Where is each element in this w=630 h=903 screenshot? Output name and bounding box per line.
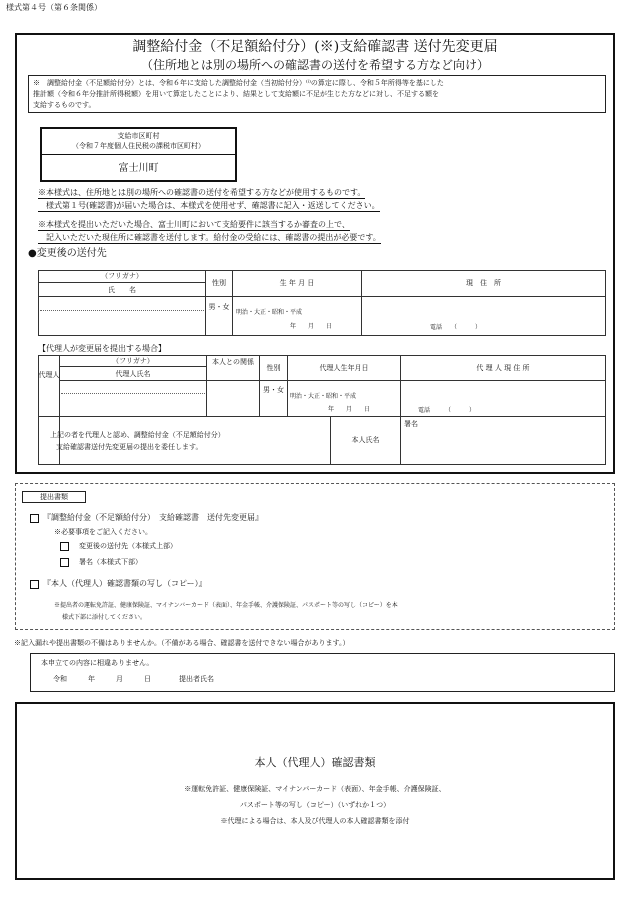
- id-box-line-2: パスポート等の写し（コピー）（いずれか１つ）: [239, 801, 391, 809]
- notice-2: 様式第１号(確認書)が届いた場合は、本様式を使用せず、確認書に記入・返送してください。: [38, 201, 380, 210]
- destination-table: [38, 270, 606, 336]
- section-destination: ●変更後の送付先: [28, 248, 107, 259]
- form-subtitle: （住所地とは別の場所への確認書の送付を希望する方など向け）: [140, 58, 489, 72]
- confirm-line-1: 本申立ての内容に相違ありません。: [41, 659, 154, 667]
- notice-3: ※本様式を提出いただいた場合、富士川町において支給要件に該当するか審査の上で、: [38, 220, 350, 229]
- dest-gender-options: 男・女: [208, 303, 230, 311]
- sub1-checkbox[interactable]: [60, 542, 69, 551]
- note-box: [28, 75, 606, 113]
- notice-4: 記入いただいた現住所に確認書を送付します。給付金の受給には、確認書の提出が必要です。: [38, 233, 381, 242]
- confirmation-box: [30, 653, 615, 692]
- item1-label: 『調整給付金（不足額給付分） 支給確認書 送付先変更届』: [43, 513, 263, 522]
- municipality-name: 富士川町: [118, 163, 159, 174]
- agent-table: [38, 355, 606, 465]
- delegation-line-1: 上記の者を代理人と認め、調整給付金（不足額給付分）: [50, 431, 225, 439]
- dest-era-options: 明治・大正・昭和・平成: [236, 309, 303, 316]
- agent-side-label: 代理人: [38, 371, 60, 379]
- agent-relation-field[interactable]: [206, 380, 260, 417]
- id-box-line-1: ※運転免許証、健康保険証、マイナンバーカード（表面）、年金手帳、介護保険証、: [184, 785, 446, 793]
- item1-note: ※必要事項をご記入ください。: [54, 528, 152, 536]
- form-title: 調整給付金（不足額給付分）(※)支給確認書 送付先変更届: [132, 39, 498, 55]
- municipality-divider: [42, 154, 235, 155]
- dest-ymd: 年 月 日: [290, 323, 333, 330]
- id-box-line-3: ※代理による場合は、本人及び代理人の本人確認書類を添付: [220, 817, 410, 825]
- submission-item-1[interactable]: [30, 512, 263, 523]
- form-number: 様式第４号（第６条関係）: [6, 3, 102, 12]
- dest-phone: 電話 （ ）: [430, 324, 482, 331]
- submission-item-2[interactable]: [30, 578, 207, 589]
- principal-name-label: 本人氏名: [351, 436, 380, 444]
- agent-gender-header: 性別: [266, 364, 281, 372]
- notice-1: ※本様式は、住所地とは別の場所への確認書の送付を希望する方などが使用するものです。: [38, 188, 366, 197]
- signature-label: 署名: [404, 420, 418, 428]
- agent-era-options: 明治・大正・昭和・平成: [290, 393, 357, 400]
- note-line-2: 推計額（令和６年分推計所得税額）を用いて算定したことにより、結果として支給額に不足が生じた方などに対し、不足する額を: [33, 90, 439, 98]
- sub1-label: 変更後の送付先（本様式上部）: [79, 542, 177, 550]
- municipality-header-sub: （令和７年度個人住民税の課税市区町村）: [72, 142, 205, 150]
- note-line-3: 支給するものです。: [33, 101, 96, 109]
- signature-field[interactable]: [400, 416, 606, 465]
- submission-sub-2[interactable]: [60, 557, 142, 567]
- agent-name-field[interactable]: [59, 380, 207, 417]
- dest-gender-header: 性別: [212, 279, 226, 287]
- agent-heading: 【代理人が変更届を提出する場合】: [38, 344, 166, 353]
- id-attach-area: [15, 702, 615, 880]
- dest-furigana-header: （フリガナ）: [101, 272, 143, 280]
- note-line-1: ※ 調整給付金（不足額給付分）とは、令和６年に支給した調整給付金（当初給付分）⁽ⁱ⁾の算定に際し、令和５年所得等を基にした: [33, 79, 444, 87]
- dest-address-field[interactable]: [361, 296, 606, 336]
- dest-address-header: 現 住 所: [466, 279, 501, 287]
- agent-address-header: 代 理 人 現 住 所: [476, 364, 530, 372]
- municipality-header: 支給市区町村: [117, 132, 160, 140]
- agent-phone: 電話 （ ）: [418, 407, 476, 414]
- delegation-line-2: 支給確認書送付先変更届の提出を委任します。: [56, 443, 203, 451]
- agent-birth-header: 代理人生年月日: [319, 364, 369, 372]
- agent-furigana-header: （フリガナ）: [112, 357, 154, 365]
- dest-name-header: 氏 名: [108, 286, 136, 294]
- agent-ymd: 年 月 日: [328, 406, 371, 413]
- item1-checkbox[interactable]: [30, 514, 39, 523]
- submission-sub-1[interactable]: [60, 541, 177, 551]
- item2-checkbox[interactable]: [30, 580, 39, 589]
- item2-note-2: 様式下部に添付してください。: [62, 614, 147, 621]
- check-notice: ※記入漏れや提出書類の不備はありませんか。（不備がある場合、確認書を送付できない場合があります。）: [14, 639, 350, 647]
- dest-birth-header: 生 年 月 日: [279, 279, 315, 287]
- item2-note-1: ※提出者の運転免許証、健康保険証、マイナンバーカード（表面）、年金手帳、介護保険証、パスポート等の写し（コピー）を本: [54, 602, 398, 609]
- municipality-box: [40, 127, 237, 182]
- confirm-line-2: 令和 年 月 日 提出者氏名: [53, 675, 214, 683]
- dest-name-field[interactable]: [38, 296, 206, 336]
- submission-label: 提出書類: [22, 491, 86, 503]
- agent-gender-options: 男・女: [263, 386, 284, 394]
- sub2-label: 署名（本様式下部）: [79, 558, 142, 566]
- agent-name-header: 代理人氏名: [115, 370, 151, 378]
- id-box-title: 本人（代理人）確認書類: [254, 756, 376, 769]
- agent-relation-header: 本人との関係: [212, 358, 254, 366]
- item2-label: 『本人（代理人）確認書類の写し（コピー）』: [43, 579, 207, 588]
- sub2-checkbox[interactable]: [60, 558, 69, 567]
